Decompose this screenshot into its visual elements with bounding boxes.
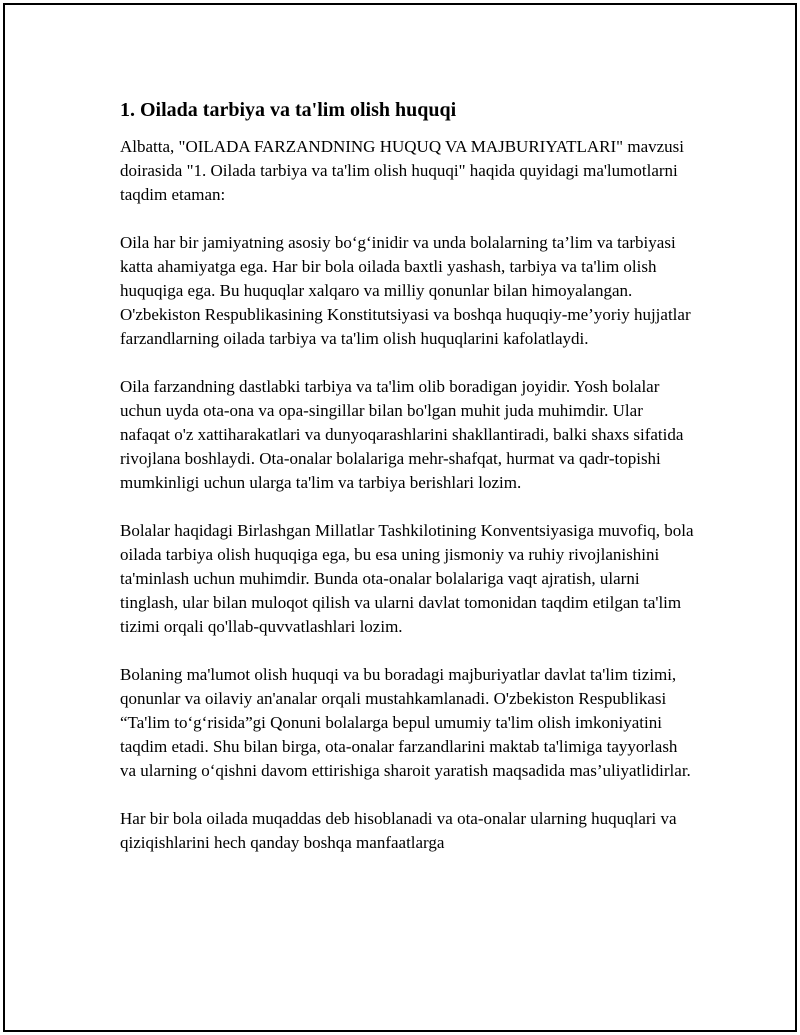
- document-page: [3, 3, 797, 1032]
- paragraph-education-law: Bolaning ma'lumot olish huquqi va bu boradagi majburiyatlar davlat ta'lim tizimi, qonunlar va oilaviy an'analar orqali mustahkamlanadi. O'zbekiston Respublikasi “Ta'lim to‘g‘risida”gi Qonuni bolalarga bepul umumiy ta'lim olish imkoniyatini taqdim etadi. Shu bilan birga, ota-onalar farzandlarini maktab ta'limiga tayyorlash va ularning o‘qishni davom ettirishiga sharoit yaratish maqsadida mas’uliyatlidirlar.: [120, 665, 691, 780]
- section-title: 1. Oilada tarbiya va ta'lim olish huquqi: [120, 99, 457, 121]
- document-body: [120, 97, 695, 879]
- paragraph-family-foundation: Oila har bir jamiyatning asosiy bo‘g‘inidir va unda bolalarning ta’lim va tarbiyasi katta ahamiyatga ega. Har bir bola oilada baxtli yashash, tarbiya va ta'lim olish huquqiga ega. Bu huquqlar xalqaro va milliy qonunlar bilan himoyalangan. O'zbekiston Respublikasining Konstitutsiyasi va boshqa huquqiy-me’yoriy hujjatlar farzandlarning oilada tarbiya va ta'lim olish huquqlarini kafolatlaydi.: [120, 233, 691, 348]
- paragraph-home-environment: Oila farzandning dastlabki tarbiya va ta'lim olib boradigan joyidir. Yosh bolalar uchun uyda ota-ona va opa-singillar bilan bo'lgan muhit juda muhimdir. Ular nafaqat o'z xattiharakatlari va dunyoqarashlarini shakllantiradi, balki shaxs sifatida rivojlana boshlaydi. Ota-onalar bolalariga mehr-shafqat, hurmat va qadr-topishi mumkinligi uchun ularga ta'lim va tarbiya berishlari lozim.: [120, 377, 684, 492]
- paragraph-intro: Albatta, "OILADA FARZANDNING HUQUQ VA MAJBURIYATLARI" mavzusi doirasida "1. Oilada tarbiya va ta'lim olish huquqi" haqida quyidagi ma'lumotlarni taqdim etaman:: [120, 137, 685, 204]
- paragraph-child-interests: Har bir bola oilada muqaddas deb hisoblanadi va ota-onalar ularning huquqlari va qiziqishlarini hech qanday boshqa manfaatlarga: [120, 809, 677, 852]
- paragraph-un-convention: Bolalar haqidagi Birlashgan Millatlar Tashkilotining Konventsiyasiga muvofiq, bola oilada tarbiya olish huquqiga ega, bu esa uning jismoniy va ruhiy rivojlanishini ta'minlash uchun muhimdir. Bunda ota-onalar bolalariga vaqt ajratish, ularni tinglash, ular bilan muloqot qilish va ularni davlat tomonidan taqdim etilgan ta'lim tizimi orqali qo'llab-quvvatlashlari lozim.: [120, 521, 694, 636]
